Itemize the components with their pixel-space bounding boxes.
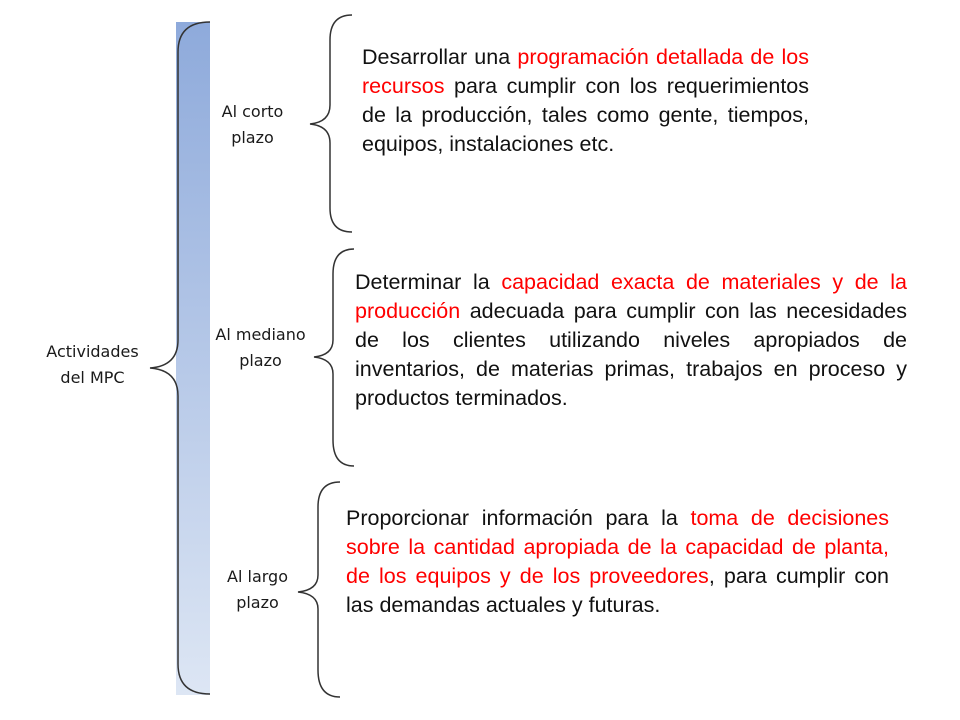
- label-medium-term-line1: Al mediano: [215, 325, 306, 344]
- description-long-term: [346, 504, 889, 620]
- label-medium-term: [198, 322, 323, 374]
- label-short-term-line1: Al corto: [221, 102, 284, 121]
- root-label: [30, 339, 155, 391]
- root-label-line1: Actividades: [46, 342, 139, 361]
- label-medium-term-line2: plazo: [239, 351, 282, 370]
- description-text: Desarrollar una: [362, 45, 518, 69]
- highlighted-text: programación detallada de los recursos: [362, 45, 809, 98]
- label-long-term-line2: plazo: [236, 593, 279, 612]
- description-text: para cumplir con los requerimientos de la producción, tales como gente, tiempos, equipos, instalaciones etc.: [362, 74, 809, 156]
- label-short-term-line2: plazo: [231, 128, 274, 147]
- root-label-line2: del MPC: [60, 368, 125, 387]
- label-short-term: [200, 99, 305, 151]
- description-text: Determinar la: [355, 270, 502, 294]
- label-long-term: [205, 564, 310, 616]
- description-medium-term: [355, 268, 907, 413]
- description-text: adecuada para cumplir con las necesidades de los clientes utilizando niveles apropiados de inventarios, de materias primas, trabajos en proceso y productos terminados.: [355, 299, 907, 410]
- description-text: Proporcionar información para la: [346, 506, 691, 530]
- label-long-term-line1: Al largo: [227, 567, 288, 586]
- description-text: , para cumplir con las demandas actuales y futuras.: [346, 564, 889, 617]
- highlighted-text: toma de decisiones sobre la cantidad apropiada de la capacidad de planta, de los equipos y de los proveedores: [346, 506, 890, 588]
- brace-short-term: [310, 15, 352, 232]
- highlighted-text: capacidad exacta de materiales y de la producción: [355, 270, 907, 323]
- description-short-term: [362, 43, 809, 159]
